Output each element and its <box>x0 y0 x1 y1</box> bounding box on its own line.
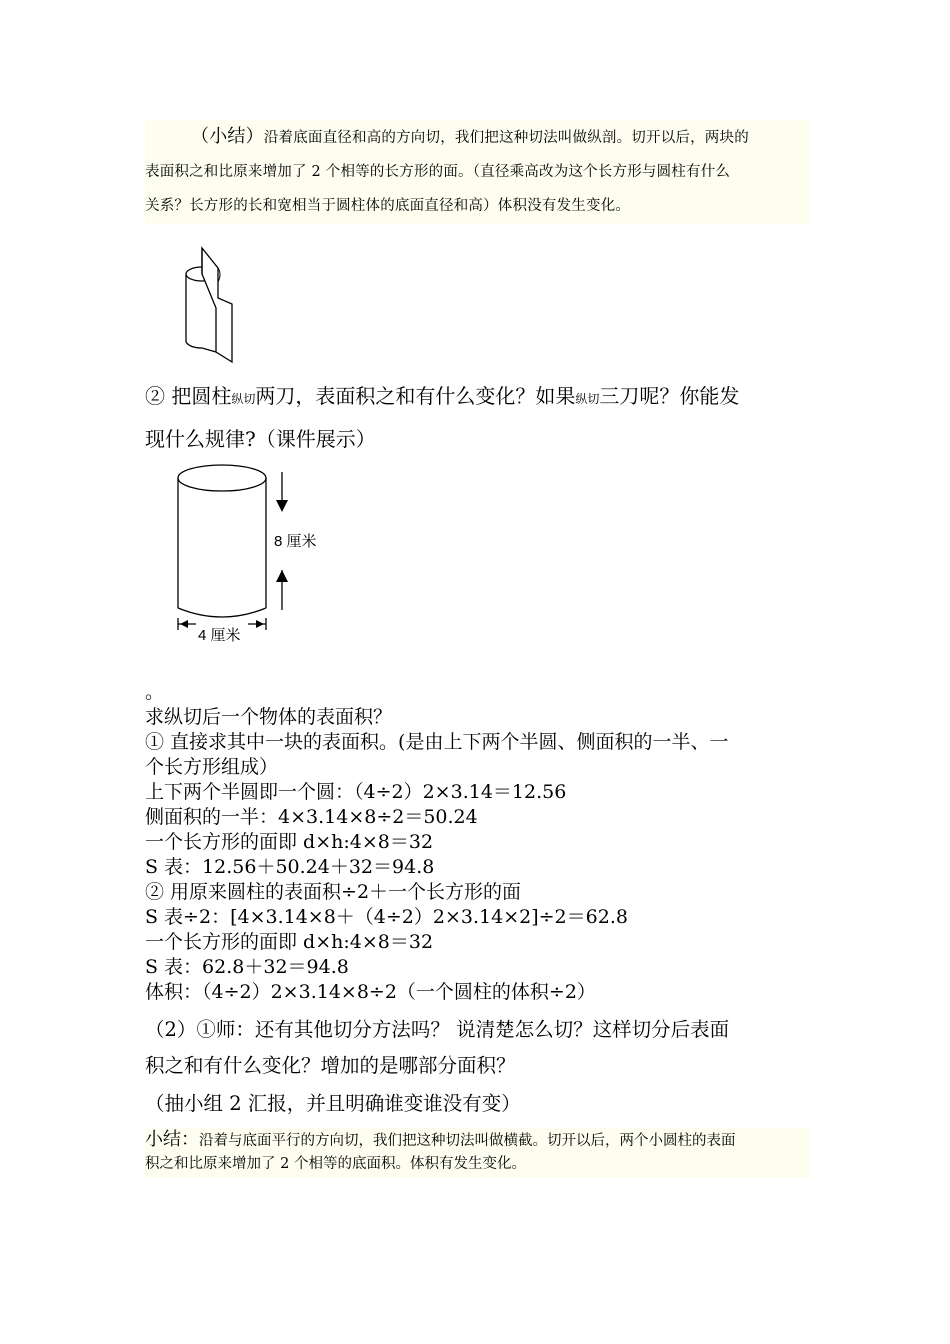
summary2-line1 <box>145 1128 810 1153</box>
summary-longitudinal-cut <box>145 120 810 224</box>
summary2-lead: 小结： <box>145 1129 199 1150</box>
cut-cylinder-figure <box>178 244 238 368</box>
calc-line-6: 一个长方形的面即 d×h:4×8＝32 <box>145 831 434 853</box>
question2-small-b: 纵切 <box>575 392 600 406</box>
section-2-question <box>145 1012 815 1122</box>
summary2-line2: 积之和比原来增加了 2 个相等的底面积。体积有发生变化。 <box>145 1156 526 1172</box>
calc-line-5: 侧面积的一半：4×3.14×8÷2＝50.24 <box>145 806 478 828</box>
calc-dot: 。 <box>145 681 165 703</box>
diameter-label: 4 厘米 <box>198 627 241 644</box>
calc-line-10: 一个长方形的面即 d×h:4×8＝32 <box>145 931 434 953</box>
summary1-line1 <box>145 120 810 155</box>
calc-line-9: S 表÷2：[4×3.14×8＋（4÷2）2×3.14×2]÷2＝62.8 <box>145 906 628 928</box>
section2-line-2: 积之和有什么变化？增加的是哪部分面积？ <box>145 1054 516 1077</box>
summary2-line1-text: 沿着与底面平行的方向切，我们把这种切法叫做横截。切开以后，两个小圆柱的表面 <box>199 1133 736 1149</box>
height-label: 8 厘米 <box>274 533 317 550</box>
cylinder-dimension-figure <box>170 458 340 648</box>
calc-line-1: 求纵切后一个物体的表面积？ <box>145 706 393 728</box>
calc-line-12: 体积：（4÷2）2×3.14×8÷2（一个圆柱的体积÷2） <box>145 981 596 1003</box>
question2-text-c: 三刀呢？你能发 <box>599 384 740 408</box>
question2-line2: 现什么规律?（课件展示） <box>145 427 376 451</box>
calculation-block <box>145 680 825 1005</box>
cylinder-bottom <box>178 608 266 617</box>
summary1-line1-text: 沿着底面直径和高的方向切，我们把这种切法叫做纵剖。切开以后，两块的 <box>263 130 749 146</box>
question2-text-b: 两刀，表面积之和有什么变化？如果 <box>255 384 576 408</box>
calc-line-2: ① 直接求其中一块的表面积。(是由上下两个半圆、侧面积的一半、一 <box>145 731 729 753</box>
question2-line1 <box>145 376 815 419</box>
calc-line-4: 上下两个半圆即一个圆：（4÷2）2×3.14＝12.56 <box>145 781 567 803</box>
calc-line-3: 个长方形组成） <box>145 756 279 778</box>
calc-line-11: S 表：62.8＋32＝94.8 <box>145 956 349 978</box>
question2-small-a: 纵切 <box>231 392 256 406</box>
question2-text-a: ② 把圆柱 <box>145 384 232 408</box>
summary1-line2: 表面积之和比原来增加了 2 个相等的长方形的面。（直径乘高改为这个长方形与圆柱有什么 <box>145 164 731 180</box>
summary-cross-cut <box>145 1128 810 1178</box>
calc-line-8: ② 用原来圆柱的表面积÷2＋一个长方形的面 <box>145 881 522 903</box>
question-two-cuts <box>145 376 815 459</box>
summary1-lead: （小结） <box>191 126 264 147</box>
cylinder-top <box>178 465 266 491</box>
section2-line-3: （抽小组 2 汇报，并且明确谁变谁没有变） <box>145 1092 521 1115</box>
summary1-line3: 关系？长方形的长和宽相当于圆柱体的底面直径和高）体积没有发生变化。 <box>145 198 631 214</box>
calc-line-7: S 表：12.56＋50.24＋32＝94.8 <box>145 856 435 878</box>
section2-line-1: （2）①师：还有其他切分方法吗？ 说清楚怎么切？这样切分后表面 <box>145 1018 730 1041</box>
